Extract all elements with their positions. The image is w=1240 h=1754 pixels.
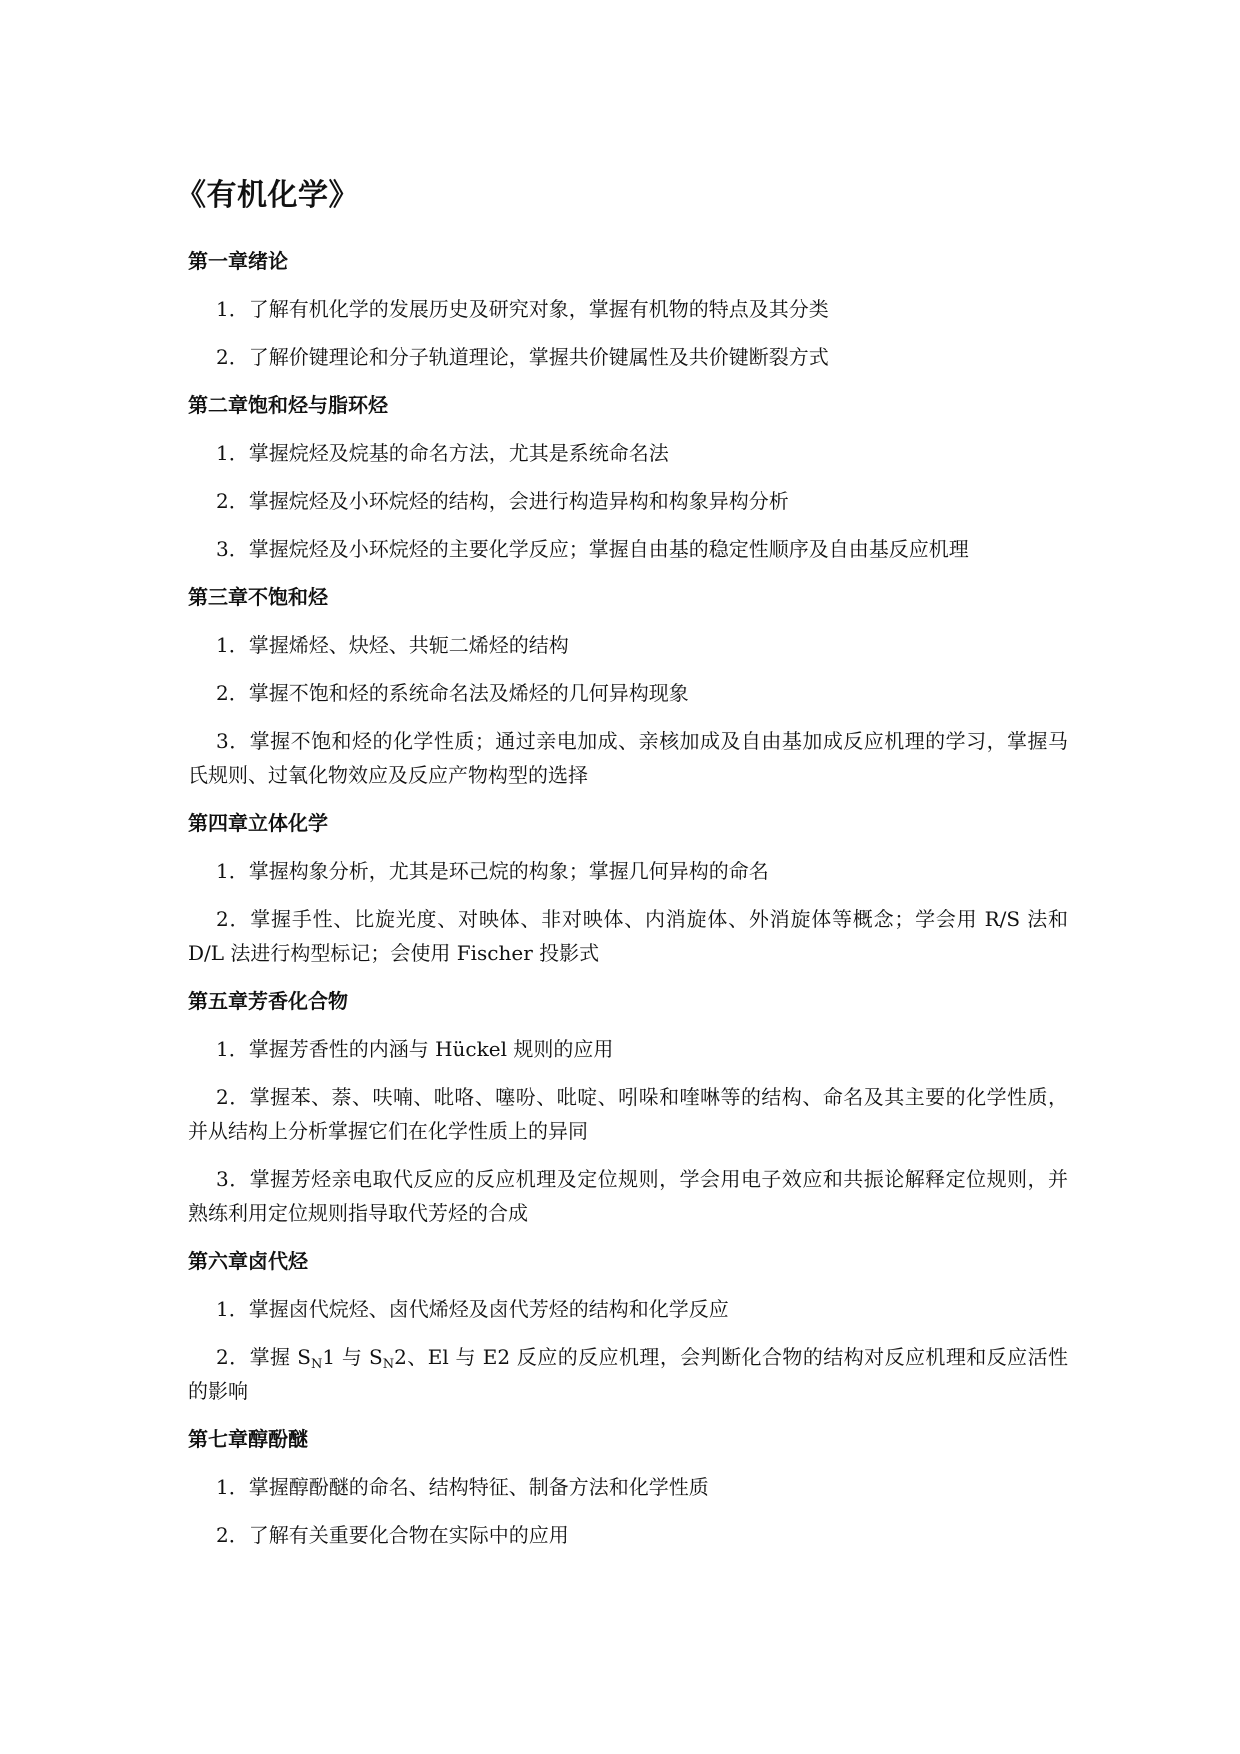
list-item: [188, 1470, 1068, 1504]
item-text: 了解有关重要化合物在实际中的应用: [248, 1523, 569, 1547]
list-item: [188, 436, 1068, 470]
item-number: 3．: [216, 729, 250, 753]
chapter-title: 第七章醇酚醚: [188, 1427, 308, 1451]
item-number: 3．: [216, 537, 249, 561]
item-text: 掌握手性、比旋光度、对映体、非对映体、内消旋体、外消旋体等概念；学会用 R/S 法和 D/L 法进行构型标记；会使用 Fischer 投影式: [188, 907, 1068, 965]
list-item: [188, 532, 1068, 566]
item-text: 掌握烷烃及小环烷烃的主要化学反应；掌握自由基的稳定性顺序及自由基反应机理: [248, 537, 969, 561]
item-text: 掌握卤代烷烃、卤代烯烃及卤代芳烃的结构和化学反应: [248, 1297, 729, 1321]
list-item: [188, 676, 1068, 710]
item-text: 掌握醇酚醚的命名、结构特征、制备方法和化学性质: [248, 1475, 709, 1499]
item-number: 2．: [216, 1345, 250, 1369]
item-number: 1．: [216, 1475, 249, 1499]
chapter-title: 第一章绪论: [188, 249, 288, 273]
chapter-3: [188, 580, 1068, 792]
item-text: 掌握烷烃及小环烷烃的结构，会进行构造异构和构象异构分析: [248, 489, 789, 513]
item-number: 1．: [216, 633, 249, 657]
list-item: [188, 854, 1068, 888]
item-number: 1．: [216, 1037, 249, 1061]
list-item: [188, 1518, 1068, 1552]
list-item: [188, 484, 1068, 518]
item-text: 掌握芳烃亲电取代反应的反应机理及定位规则，学会用电子效应和共振论解释定位规则，并熟练利用定位规则指导取代芳烃的合成: [188, 1167, 1068, 1225]
item-number: 2．: [216, 907, 251, 931]
list-item: [188, 1292, 1068, 1326]
item-number: 3．: [216, 1167, 250, 1191]
item-text-part: 2、El 与 E2 反应的反应机理，会判断化合物的结构对反应机理和反应活性的影响: [188, 1345, 1069, 1403]
list-item: [188, 1080, 1068, 1148]
item-text: 了解价键理论和分子轨道理论，掌握共价键属性及共价键断裂方式: [248, 345, 829, 369]
item-number: 1．: [216, 441, 249, 465]
item-text-part: 掌握 S: [249, 1345, 311, 1369]
chapter-6: [188, 1244, 1068, 1408]
item-text: 掌握不饱和烃的化学性质；通过亲电加成、亲核加成及自由基加成反应机理的学习，掌握马氏规则、过氧化物效应及反应产物构型的选择: [188, 729, 1068, 787]
list-item: [188, 1032, 1068, 1066]
document-page: [176, 176, 1069, 1566]
item-number: 1．: [216, 859, 249, 883]
chapter-title: 第四章立体化学: [188, 811, 328, 835]
chapter-title: 第三章不饱和烃: [188, 585, 328, 609]
item-text: 掌握烷烃及烷基的命名方法，尤其是系统命名法: [248, 441, 669, 465]
list-item: [188, 902, 1068, 970]
item-number: 2．: [216, 345, 249, 369]
item-text: 掌握苯、萘、呋喃、吡咯、噻吩、吡啶、吲哚和喹啉等的结构、命名及其主要的化学性质，并从结构上分析掌握它们在化学性质上的异同: [188, 1085, 1068, 1143]
item-number: 2．: [216, 681, 249, 705]
chapter-title: 第五章芳香化合物: [188, 989, 348, 1013]
item-text-part: 1 与 S: [322, 1345, 383, 1369]
list-item: [188, 1162, 1068, 1230]
chapter-title: 第二章饱和烃与脂环烃: [188, 393, 388, 417]
list-item: [188, 340, 1068, 374]
chapter-4: [188, 806, 1068, 970]
chapter-5: [188, 984, 1068, 1230]
item-number: 1．: [216, 297, 249, 321]
item-text: 掌握构象分析，尤其是环己烷的构象；掌握几何异构的命名: [248, 859, 769, 883]
subscript-n: N: [310, 1357, 323, 1372]
item-text: 掌握烯烃、炔烃、共轭二烯烃的结构: [248, 633, 569, 657]
item-text: 了解有机化学的发展历史及研究对象，掌握有机物的特点及其分类: [248, 297, 829, 321]
chapter-1: [188, 244, 1068, 374]
chapter-2: [188, 388, 1068, 566]
item-text: 掌握不饱和烃的系统命名法及烯烃的几何异构现象: [248, 681, 689, 705]
item-number: 2．: [216, 489, 249, 513]
item-number: 2．: [216, 1085, 250, 1109]
list-item: [188, 628, 1068, 662]
item-number: 2．: [216, 1523, 249, 1547]
subscript-n: N: [382, 1357, 395, 1372]
item-number: 1．: [216, 1297, 249, 1321]
list-item: [188, 1340, 1068, 1408]
item-text: 掌握芳香性的内涵与 Hückel 规则的应用: [248, 1037, 614, 1061]
document-title: 《有机化学》: [176, 178, 359, 213]
list-item: [188, 724, 1068, 792]
chapter-title: 第六章卤代烃: [188, 1249, 308, 1273]
chapter-7: [188, 1422, 1068, 1552]
list-item: [188, 292, 1068, 326]
